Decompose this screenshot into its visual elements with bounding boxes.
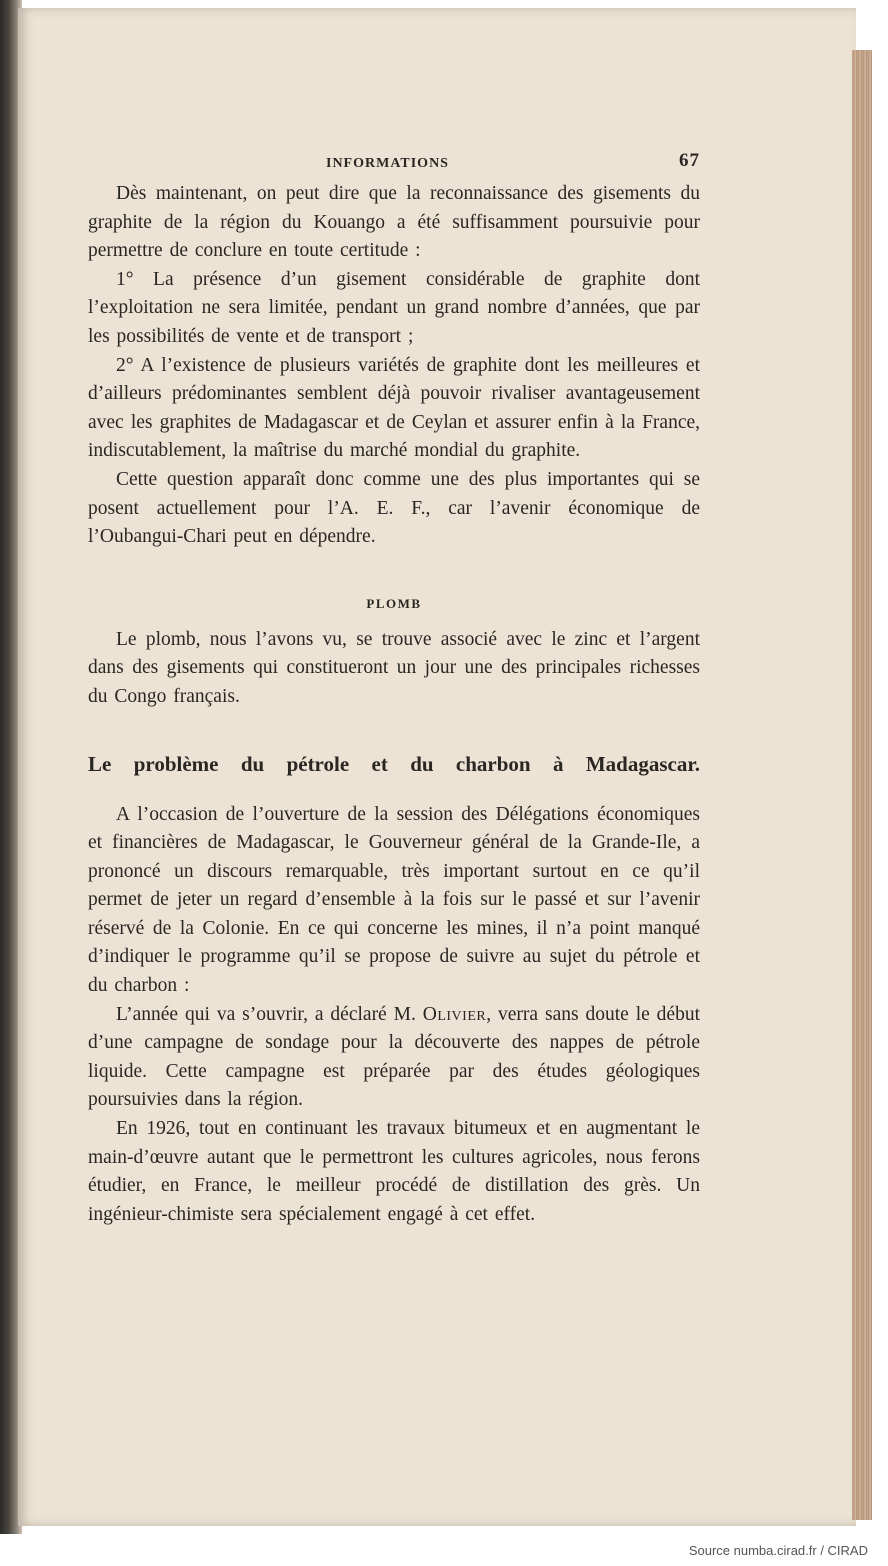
paragraph: 1° La présence d’un gisement considérable de graphite dont l’exploitation ne sera limitée, pendant un grand nombre d’années, que par les possibilités de vente et de transport ; xyxy=(88,268,700,347)
running-head xyxy=(88,150,700,180)
paragraph xyxy=(88,1001,700,1115)
running-title: INFORMATIONS xyxy=(326,156,449,171)
paragraph: Dès maintenant, on peut dire que la reconnaissance des gisements du graphite de la région du Kouango a été suffisamment poursuivie pour permettre de conclure en toute certitude : xyxy=(88,183,700,262)
graphite-section xyxy=(88,180,700,552)
paragraph: En 1926, tout en continuant les travaux bitumeux et en augmentant le main-d’œuvre autant que le permettront les cultures agricoles, nous ferons étudier, en France, le meilleur procédé de distillation des grès. Un ingénieur-chimiste sera spécialement engagé à cet effet. xyxy=(88,1118,700,1225)
plomb-section xyxy=(88,626,700,712)
page-edges xyxy=(852,50,872,1520)
paragraph-text: , verra sans doute le début d’une campagne de sondage pour la découverte des nappes de pétrole liquide. Cette campagne est préparée par des études géologiques poursuivies dans la région. xyxy=(88,1003,701,1111)
person-name: Olivier xyxy=(422,1003,487,1025)
article-title: Le problème du pétrole et du charbon à Madagascar. xyxy=(88,751,700,776)
section-heading-plomb: PLOMB xyxy=(366,595,422,611)
article-body xyxy=(88,801,700,1230)
paragraph: 2° A l’existence de plusieurs variétés de graphite dont les meilleures et d’ailleurs prédominantes semblent déjà pouvoir rivaliser avantageusement avec les graphites de Madagascar et de Ceylan et assurer enfin à la France, indiscutablement, la maîtrise du marché mondial du graphite. xyxy=(88,354,700,462)
paragraph: A l’occasion de l’ouverture de la session des Délégations économiques et financières de Madagascar, le Gouverneur général de la Grande-Ile, a prononcé un discours remarquable, très important surtout en ce qu’il permet de jeter un regard d’ensemble à la fois sur le passé et sur l’avenir réservé de la Colonie. En ce qui concerne les mines, il n’a point manqué d’indiquer le programme qu’il se propose de suivre au sujet du pétrole et du charbon : xyxy=(88,803,700,997)
paragraph: Cette question apparaît donc comme une des plus importantes qui se posent actuellement pour l’A. E. F., car l’avenir économique de l’Oubangui-Chari peut en dépendre. xyxy=(88,468,700,548)
page-content xyxy=(88,150,700,1229)
source-caption: Source numba.cirad.fr / CIRAD xyxy=(688,1543,868,1558)
page-number: 67 xyxy=(679,150,700,171)
paragraph-text: L’année qui va s’ouvrir, a déclaré M. xyxy=(116,1003,416,1025)
paragraph: Le plomb, nous l’avons vu, se trouve associé avec le zinc et l’argent dans des gisements qui constitueront un jour une des principales richesses du Congo français. xyxy=(88,628,700,707)
